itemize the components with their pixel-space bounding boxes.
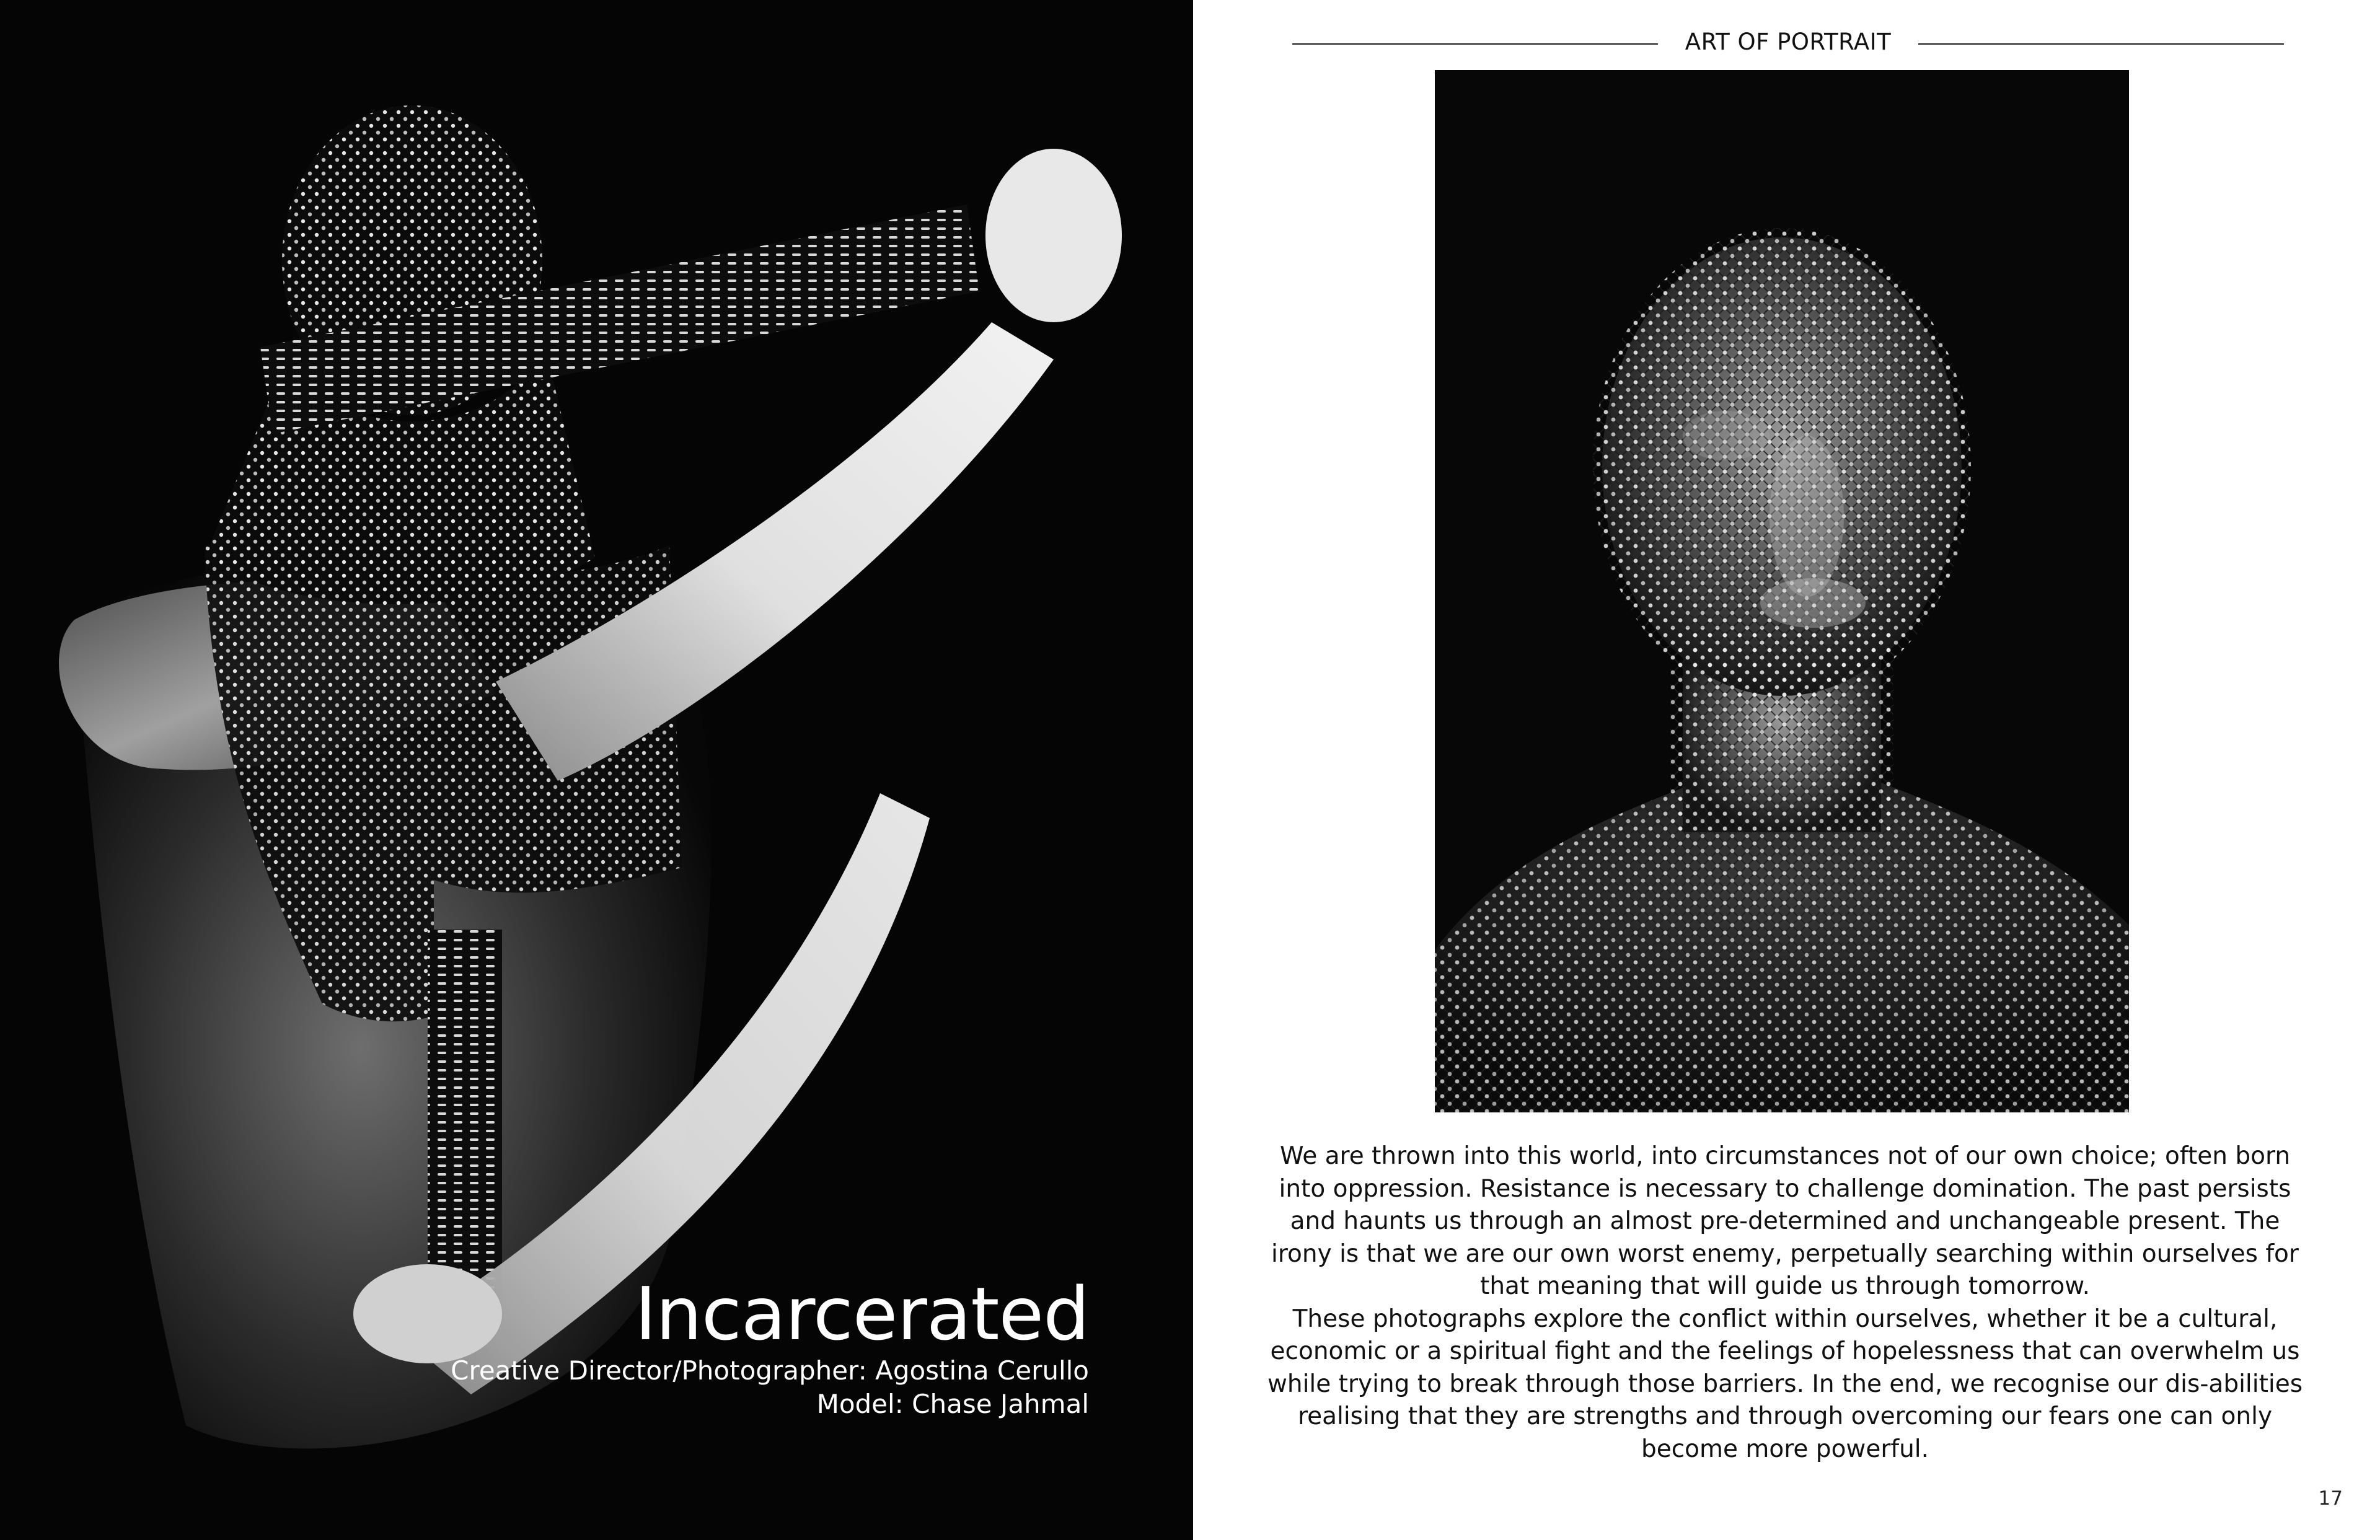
story-caption <box>451 1271 1089 1421</box>
story-title: Incarcerated <box>635 1271 1089 1357</box>
article-body <box>1258 1140 2312 1466</box>
photographer-credit: Creative Director/Photographer: Agostina Cerullo <box>451 1355 1089 1386</box>
page-number: 17 <box>2318 1487 2343 1510</box>
section-title: ART OF PORTRAIT <box>1685 29 1892 55</box>
right-page <box>1193 0 2380 1540</box>
section-header <box>1292 25 2284 62</box>
model-credit: Model: Chase Jahmal <box>816 1389 1089 1419</box>
body-paragraph: We are thrown into this world, into circumstances not of our own choice; often born into oppression. Resistance is necessary to challenge domination. The past persists and haunts us through an almost pre-determined and unchangeable present. The irony is that we are our own worst enemy, perpetually searching within ourselves for that meaning that will guide us through tomorrow. <box>1271 1142 2299 1300</box>
body-paragraph: These photographs explore the conflict within ourselves, whether it be a cultural, economic or a spiritual fight and the feelings of hopelessness that can overwhelm us while trying to break through those barriers. In the end, we recognise our dis-abilities realising that they are strengths and through overcoming our fears one can only become more powerful. <box>1267 1305 2303 1463</box>
portrait-photo <box>1435 70 2129 1112</box>
header-rule-left <box>1292 43 1658 45</box>
header-rule-right <box>1918 43 2284 45</box>
